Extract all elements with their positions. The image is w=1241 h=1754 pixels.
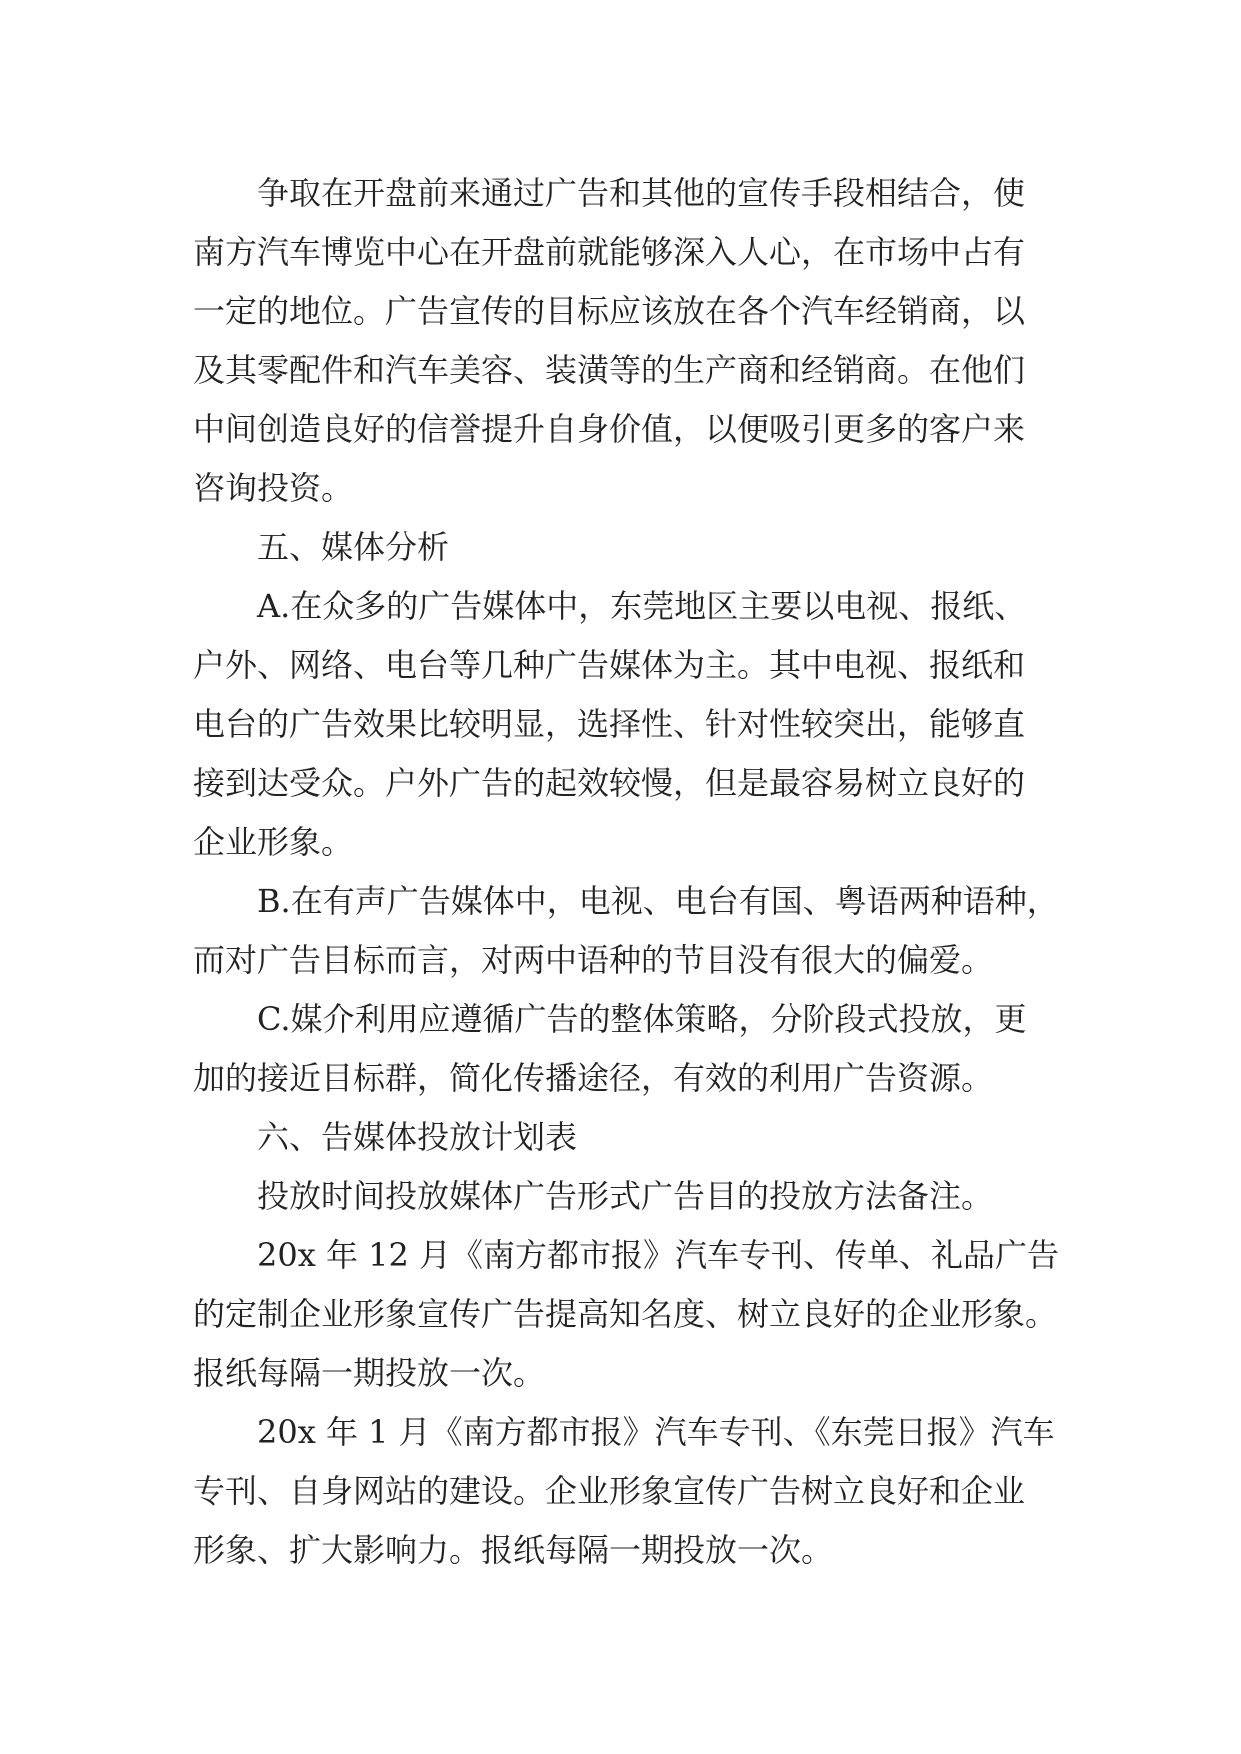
text-line: A.在众多的广告媒体中，东莞地区主要以电视、报纸、 [257,587,1027,625]
text-line: 20x 年 12 月《南方都市报》汽车专刊、传单、礼品广告 [257,1236,1060,1274]
text-line: 咨询投资。 [193,469,354,507]
text-line: 争取在开盘前来通过广告和其他的宣传手段相结合，使 [257,174,1026,212]
text-line: 专刊、自身网站的建设。企业形象宣传广告树立良好和企业 [193,1472,1026,1510]
text-line: 的定制企业形象宣传广告提高知名度、树立良好的企业形象。 [193,1295,1058,1333]
text-line: 及其零配件和汽车美容、装潢等的生产商和经销商。在他们 [193,351,1026,389]
text-line: 六、告媒体投放计划表 [257,1118,578,1156]
text-line: 一定的地位。广告宣传的目标应该放在各个汽车经销商，以 [193,292,1026,330]
document-body [193,164,1063,1580]
text-line: 户外、网络、电台等几种广告媒体为主。其中电视、报纸和 [193,646,1026,684]
text-line: 五、媒体分析 [257,528,450,566]
text-line: 中间创造良好的信誉提升自身价值，以便吸引更多的客户来 [193,410,1026,448]
text-line: 形象、扩大影响力。报纸每隔一期投放一次。 [193,1531,834,1569]
text-line: 报纸每隔一期投放一次。 [193,1354,546,1392]
text-line: 电台的广告效果比较明显，选择性、针对性较突出，能够直 [193,705,1026,743]
text-line: B.在有声广告媒体中，电视、电台有国、粤语两种语种， [257,882,1059,920]
text-line: 投放时间投放媒体广告形式广告目的投放方法备注。 [257,1177,994,1215]
text-line: 加的接近目标群，简化传播途径，有效的利用广告资源。 [193,1059,994,1097]
text-line: 企业形象。 [193,823,354,861]
text-line: C.媒介利用应遵循广告的整体策略，分阶段式投放，更 [257,1000,1027,1038]
text-line: 而对广告目标而言，对两中语种的节目没有很大的偏爱。 [193,941,994,979]
text-line: 20x 年 1 月《南方都市报》汽车专刊、《东莞日报》汽车 [257,1413,1055,1451]
text-line: 南方汽车博览中心在开盘前就能够深入人心，在市场中占有 [193,233,1026,271]
text-line: 接到达受众。户外广告的起效较慢，但是最容易树立良好的 [193,764,1026,802]
